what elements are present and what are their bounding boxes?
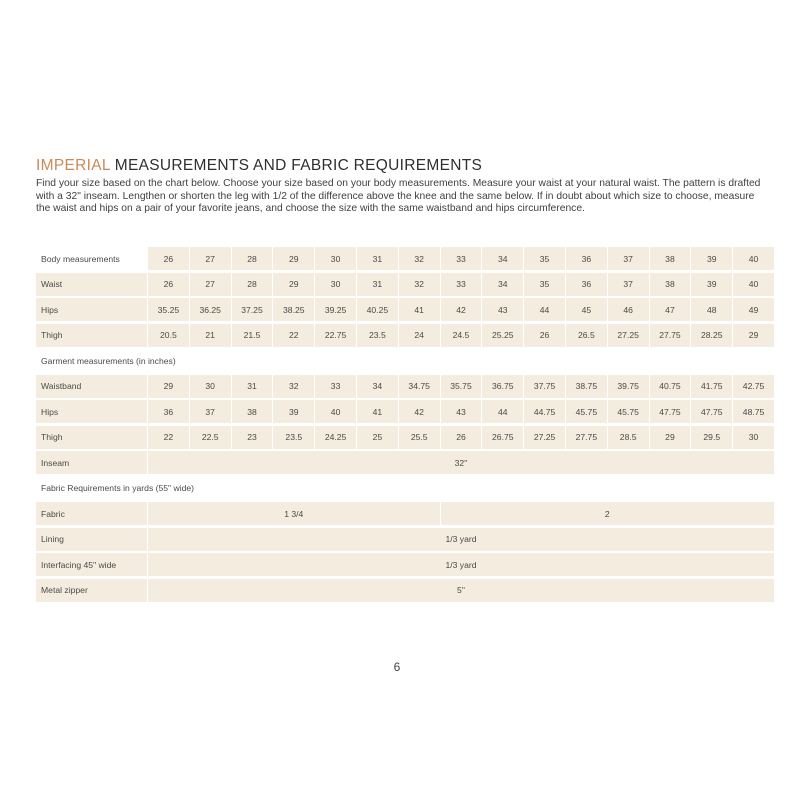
row-label-hips: Hips <box>36 298 147 321</box>
size-header: 27 <box>190 247 231 270</box>
table-cell: 45.75 <box>566 400 607 423</box>
size-header: 28 <box>232 247 273 270</box>
size-header: 38 <box>650 247 691 270</box>
table-cell: 29 <box>650 426 691 449</box>
table-cell: 36 <box>566 273 607 296</box>
inseam-value: 32" <box>148 451 774 474</box>
size-header: 32 <box>399 247 440 270</box>
table-cell: 27.75 <box>566 426 607 449</box>
table-cell: 35.25 <box>148 298 189 321</box>
table-cell: 40 <box>733 273 774 296</box>
table-cell: 42 <box>399 400 440 423</box>
table-cell: 27.25 <box>608 324 649 347</box>
lining-value: 1/3 yard <box>148 528 774 551</box>
table-cell: 35.75 <box>441 375 482 398</box>
row-label-garment-hips: Hips <box>36 400 147 423</box>
body-measurements-label: Body measurements <box>41 253 120 264</box>
table-cell: 28.25 <box>691 324 732 347</box>
table-cell: 48 <box>691 298 732 321</box>
size-header: 39 <box>691 247 732 270</box>
table-cell: 23.5 <box>273 426 314 449</box>
table-cell: 24 <box>399 324 440 347</box>
size-header: 31 <box>357 247 398 270</box>
table-cell: 37.25 <box>232 298 273 321</box>
garment-measurements-label: Garment measurements (in inches) <box>41 355 176 366</box>
table-cell: 30 <box>315 273 356 296</box>
table-cell: 46 <box>608 298 649 321</box>
size-header: 35 <box>524 247 565 270</box>
table-cell: 43 <box>441 400 482 423</box>
table-cell: 41 <box>399 298 440 321</box>
table-cell: 34 <box>357 375 398 398</box>
table-cell: 21 <box>190 324 231 347</box>
table-cell: 49 <box>733 298 774 321</box>
table-cell: 34 <box>482 273 523 296</box>
fabric-value-small: 1 3/4 <box>148 502 440 525</box>
intro-paragraph: Find your size based on the chart below. Choose your size based on your body measurements. Measure your waist at your natural waist. The pattern is drafted with a 32" inseam. Lengthen or shorten the leg with 1/2 of the difference above the knee and the same below. If in doubt about which size to choose, measure the waist and hips on a pair of your favorite jeans, and choose the size with the same waistband and hips circumference. <box>36 178 761 215</box>
table-cell: 33 <box>315 375 356 398</box>
size-header: 30 <box>315 247 356 270</box>
table-cell: 45 <box>566 298 607 321</box>
zipper-value: 5" <box>148 579 774 602</box>
table-cell: 37 <box>608 273 649 296</box>
row-label-lining: Lining <box>36 528 147 551</box>
table-cell: 32 <box>399 273 440 296</box>
row-label-waist: Waist <box>36 273 147 296</box>
table-cell: 44 <box>524 298 565 321</box>
table-cell: 31 <box>357 273 398 296</box>
size-header: 33 <box>441 247 482 270</box>
table-cell: 30 <box>190 375 231 398</box>
size-header: 34 <box>482 247 523 270</box>
table-cell: 48.75 <box>733 400 774 423</box>
table-cell: 26 <box>148 273 189 296</box>
size-header: 36 <box>566 247 607 270</box>
table-cell: 22.5 <box>190 426 231 449</box>
table-cell: 28.5 <box>608 426 649 449</box>
table-cell: 29 <box>148 375 189 398</box>
table-cell: 22.75 <box>315 324 356 347</box>
table-cell: 47.75 <box>650 400 691 423</box>
table-cell: 27.25 <box>524 426 565 449</box>
table-cell: 37.75 <box>524 375 565 398</box>
table-cell: 39.25 <box>315 298 356 321</box>
size-header: 40 <box>733 247 774 270</box>
table-cell: 31 <box>232 375 273 398</box>
table-cell: 27 <box>190 273 231 296</box>
table-cell: 38.25 <box>273 298 314 321</box>
table-cell: 28 <box>232 273 273 296</box>
table-cell: 39 <box>691 273 732 296</box>
row-label-fabric: Fabric <box>36 502 147 525</box>
table-cell: 41 <box>357 400 398 423</box>
page-number: 6 <box>393 660 401 674</box>
title-rest: MEASUREMENTS AND FABRIC REQUIREMENTS <box>110 157 483 174</box>
table-cell: 38 <box>232 400 273 423</box>
table-cell: 40.75 <box>650 375 691 398</box>
table-cell: 37 <box>190 400 231 423</box>
table-cell: 25.5 <box>399 426 440 449</box>
table-cell: 24.25 <box>315 426 356 449</box>
table-cell: 23.5 <box>357 324 398 347</box>
size-header: 26 <box>148 247 189 270</box>
table-cell: 34.75 <box>399 375 440 398</box>
table-cell: 38 <box>650 273 691 296</box>
table-cell: 44.75 <box>524 400 565 423</box>
table-cell: 47.75 <box>691 400 732 423</box>
table-cell: 29 <box>733 324 774 347</box>
row-label-garment-thigh: Thigh <box>36 426 147 449</box>
table-cell: 35 <box>524 273 565 296</box>
table-cell: 22 <box>148 426 189 449</box>
table-cell: 30 <box>733 426 774 449</box>
table-cell: 43 <box>482 298 523 321</box>
table-cell: 39.75 <box>608 375 649 398</box>
table-cell: 26 <box>524 324 565 347</box>
row-label-zipper: Metal zipper <box>36 579 147 602</box>
measurement-table <box>36 247 771 602</box>
table-cell: 39 <box>273 400 314 423</box>
fabric-value-large: 2 <box>441 502 774 525</box>
table-cell: 29 <box>273 273 314 296</box>
table-cell: 36.75 <box>482 375 523 398</box>
table-cell: 25.25 <box>482 324 523 347</box>
table-cell: 21.5 <box>232 324 273 347</box>
table-cell: 41.75 <box>691 375 732 398</box>
size-header: 37 <box>608 247 649 270</box>
page-title <box>36 157 482 175</box>
row-label-waistband: Waistband <box>36 375 147 398</box>
table-cell: 24.5 <box>441 324 482 347</box>
row-label-thigh: Thigh <box>36 324 147 347</box>
size-header: 29 <box>273 247 314 270</box>
fabric-requirements-label: Fabric Requirements in yards (55" wide) <box>41 483 195 493</box>
table-cell: 38.75 <box>566 375 607 398</box>
table-cell: 26 <box>441 426 482 449</box>
table-cell: 36 <box>148 400 189 423</box>
table-cell: 40.25 <box>357 298 398 321</box>
table-cell: 44 <box>482 400 523 423</box>
table-cell: 42.75 <box>733 375 774 398</box>
table-cell: 25 <box>357 426 398 449</box>
row-label-interfacing: Interfacing 45" wide <box>36 553 147 576</box>
table-cell: 23 <box>232 426 273 449</box>
table-cell: 26.5 <box>566 324 607 347</box>
table-cell: 32 <box>273 375 314 398</box>
table-cell: 33 <box>441 273 482 296</box>
interfacing-value: 1/3 yard <box>148 553 774 576</box>
table-cell: 47 <box>650 298 691 321</box>
table-cell: 27.75 <box>650 324 691 347</box>
table-cell: 29.5 <box>691 426 732 449</box>
table-cell: 22 <box>273 324 314 347</box>
table-cell: 36.25 <box>190 298 231 321</box>
table-cell: 42 <box>441 298 482 321</box>
row-label-inseam: Inseam <box>36 451 147 474</box>
table-cell: 26.75 <box>482 426 523 449</box>
title-accent: IMPERIAL <box>36 157 111 174</box>
table-cell: 20.5 <box>148 324 189 347</box>
table-cell: 40 <box>315 400 356 423</box>
table-cell: 45.75 <box>608 400 649 423</box>
